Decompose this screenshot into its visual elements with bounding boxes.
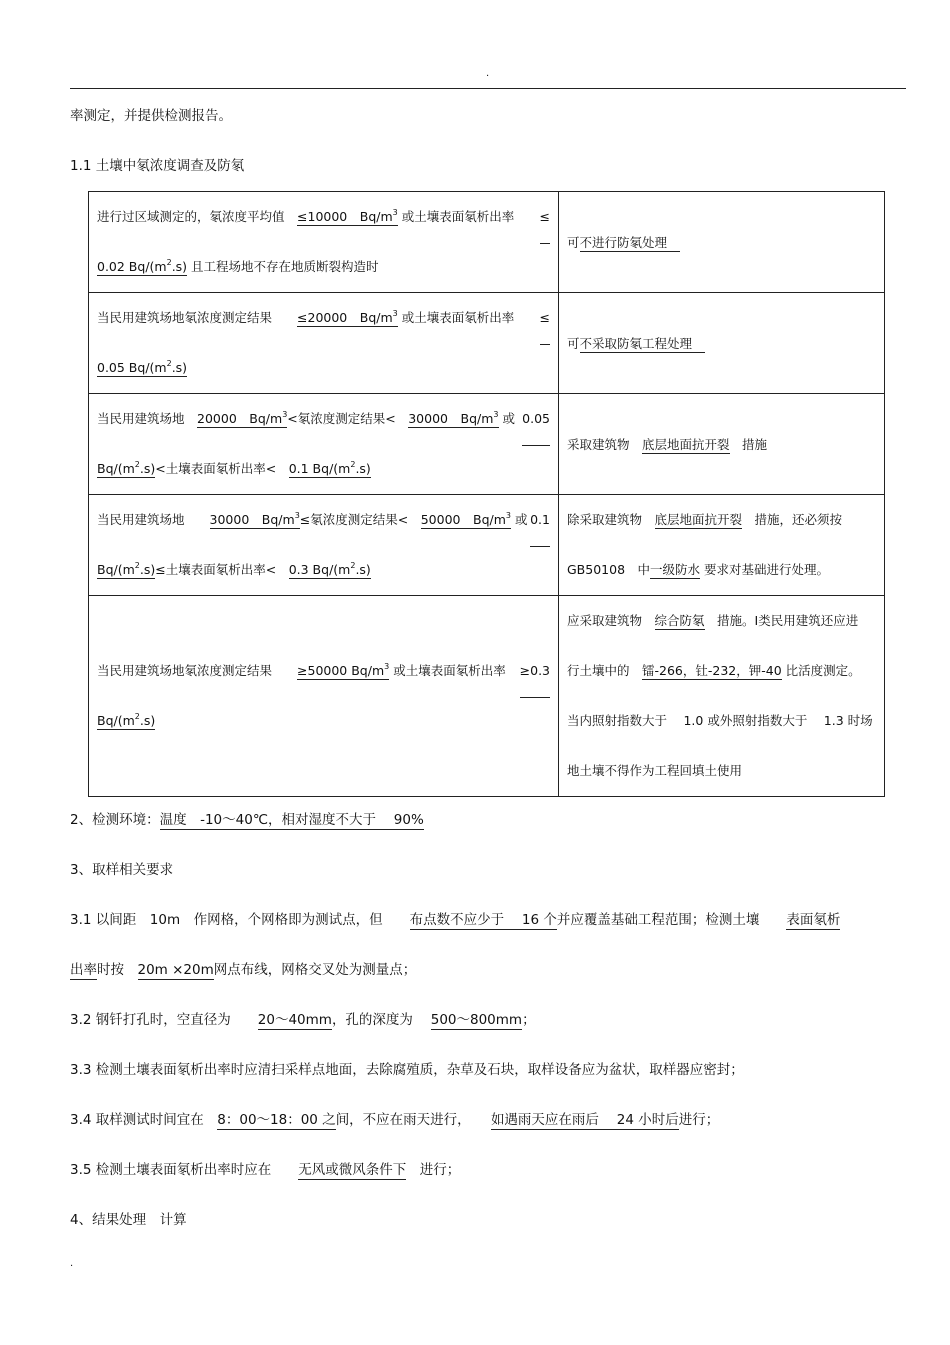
condition-cell: 当民用建筑场地氡浓度测定结果 ≤20000 $Bq/m^3$ 或土壤表面氡析出率 ≤ 0.05 $Bq/(m^2.s)$ — [89, 293, 559, 394]
value-underlined: 50000 $Bq/m^3$ — [420, 511, 511, 527]
value-underlined: 如遇雨天应在雨后 24 小时后 — [490, 1112, 679, 1128]
section-4-heading: 4、结果处理 计算 — [70, 1212, 187, 1228]
value-underlined: $Bq/(m^2.s)$ — [97, 460, 156, 476]
value-underlined: 0.1 — [530, 495, 550, 547]
measure-underlined: 不采取防氡工程处理 — [580, 336, 705, 353]
item-3-1-line1: 3.1 以间距 10m 作网格，个网格即为测试点，但 布点数不应少于 16 个并应覆盖基础工程范围；检测土壤 表面氡析 — [70, 912, 841, 928]
value-underlined: ≥50000 $Bq/m^3$ — [297, 662, 390, 678]
value-underlined: 30000 $Bq/m^3$ — [408, 410, 499, 426]
radon-table — [88, 191, 885, 797]
value-underlined: 8：00～18：00 之 — [217, 1112, 336, 1128]
value-underlined: ≤10000 $Bq/m^3$ — [297, 208, 398, 224]
value-underlined: ≥0.3 — [520, 646, 550, 698]
value-underlined: 0.05 $Bq/(m^2.s)$ — [97, 359, 188, 375]
value-underlined: 出率 — [70, 962, 97, 978]
value-underlined: 0.02 $Bq/(m^2.s)$ — [97, 258, 188, 274]
measure-underlined: 底层地面抗开裂 — [642, 437, 730, 452]
value-underlined: 20000 $Bq/m^3$ — [197, 410, 288, 426]
measure-cell: 可不进行防氡处理 — [559, 192, 885, 293]
condition-cell: 当民用建筑场地氡浓度测定结果 ≥50000 $Bq/m^3$ 或土壤表面氡析出率 ≥0.3 $Bq/(m^2.s)$ — [89, 596, 559, 797]
header-rule — [70, 88, 906, 89]
value-underlined: 0.1 $Bq/(m^2.s)$ — [288, 460, 371, 476]
measure-underlined: 底层地面抗开裂 — [654, 512, 743, 527]
env-line: 2、检测环境：温度 -10～40℃，相对湿度不大于 90% — [70, 812, 424, 828]
value-underlined: 30000 $Bq/m^3$ — [209, 511, 300, 527]
table-row — [89, 192, 885, 293]
table-row — [89, 293, 885, 394]
intro-text: 率测定，并提供检测报告。 — [70, 108, 232, 124]
text: 地土壤不得作为工程回填土使用 — [567, 763, 743, 778]
value-underlined: 20～40mm — [257, 1012, 332, 1028]
footer-dot: . — [70, 1258, 74, 1269]
text: 进行过区域测定的，氡浓度平均值 — [97, 209, 298, 224]
item-3-2: 3.2 钢钎打孔时，空直径为 20～40mm，孔的深度为 500～800mm； — [70, 1012, 536, 1028]
value-underlined: ≤ — [540, 192, 550, 244]
section-1-1-heading: 1.1 土壤中氡浓度调查及防氡 — [70, 158, 245, 174]
table-row — [89, 394, 885, 495]
item-3-5: 3.5 检测土壤表面氡析出率时应在 无风或微风条件下 进行； — [70, 1162, 461, 1178]
table-row — [89, 596, 885, 797]
text: 且工程场地不存在地质断裂构造时 — [187, 259, 379, 274]
value-underlined: 500～800mm — [430, 1012, 523, 1028]
text: 当内照射指数大于 1.0 或外照射指数大于 1.3 时场 — [567, 713, 873, 728]
env-value: 温度 -10～40℃，相对湿度不大于 90% — [159, 812, 424, 828]
measure-underlined: 镭-266，钍-232，钾-40 — [642, 663, 782, 678]
header-dot: . — [486, 68, 490, 79]
measure-cell: 除采取建筑物 底层地面抗开裂 措施，还必须按 GB50108 中一级防水 要求对基础进行处理。 — [559, 495, 885, 596]
value-underlined: 0.05 — [522, 394, 550, 446]
condition-cell: 当民用建筑场地 20000 $Bq/m^3<$氡浓度测定结果< 30000 $Bq/m^3$ 或 0.05 $Bq/(m^2.s)<$土壤表面氡析出率< 0.1 $Bq/(m^2.s)$ — [89, 394, 559, 495]
value-underlined: 无风或微风条件下 — [298, 1162, 407, 1178]
condition-cell — [89, 192, 559, 293]
table-row — [89, 495, 885, 596]
value-underlined: 0.3 $Bq/(m^2.s)$ — [288, 561, 371, 577]
value-underlined: $Bq/(m^2.s)$ — [97, 561, 156, 577]
measure-underlined: 不进行防氡处理 — [580, 235, 680, 252]
value-underlined: 布点数不应少于 16 个 — [409, 912, 557, 928]
condition-cell: 当民用建筑场地 30000 $Bq/m^3\le$氡浓度测定结果< 50000 $Bq/m^3$ 或 0.1 $Bq/(m^2.s)\le$土壤表面氡析出率< 0.3 $Bq/(m^2.s)$ — [89, 495, 559, 596]
measure-underlined: 一级防水 — [650, 562, 701, 577]
value-underlined: 表面氡析 — [786, 912, 841, 928]
measure-cell: 采取建筑物 底层地面抗开裂 措施 — [559, 394, 885, 495]
measure-cell: 应采取建筑物 综合防氡 措施。Ⅰ类民用建筑还应进 行土壤中的 镭-266，钍-232，钾-40 比活度测定。 当内照射指数大于 1.0 或外照射指数大于 1.3 时场 地土壤不得作为工程回填土使用 — [559, 596, 885, 797]
item-3-3: 3.3 检测土壤表面氡析出率时应清扫采样点地面，去除腐殖质，杂草及石块，取样设备应为盆状，取样器应密封； — [70, 1062, 744, 1078]
value-underlined: ≤20000 $Bq/m^3$ — [297, 309, 398, 325]
value-underlined: ≤ — [540, 293, 550, 345]
item-3-1-line2: 出率时按 20m ×20m网点布线，网格交叉处为测量点； — [70, 962, 417, 978]
value-underlined: 20m ×20m — [137, 962, 214, 978]
section-3-heading: 3、取样相关要求 — [70, 862, 174, 878]
value-underlined: $Bq/(m^2.s)$ — [97, 712, 156, 728]
item-3-4: 3.4 取样测试时间宜在 8：00～18：00 之间，不应在雨天进行， 如遇雨天应在雨后 24 小时后进行； — [70, 1112, 720, 1128]
measure-underlined: 综合防氡 — [654, 613, 705, 628]
measure-cell: 可不采取防氡工程处理 — [559, 293, 885, 394]
text: 或土壤表面氡析出率 — [397, 209, 527, 224]
